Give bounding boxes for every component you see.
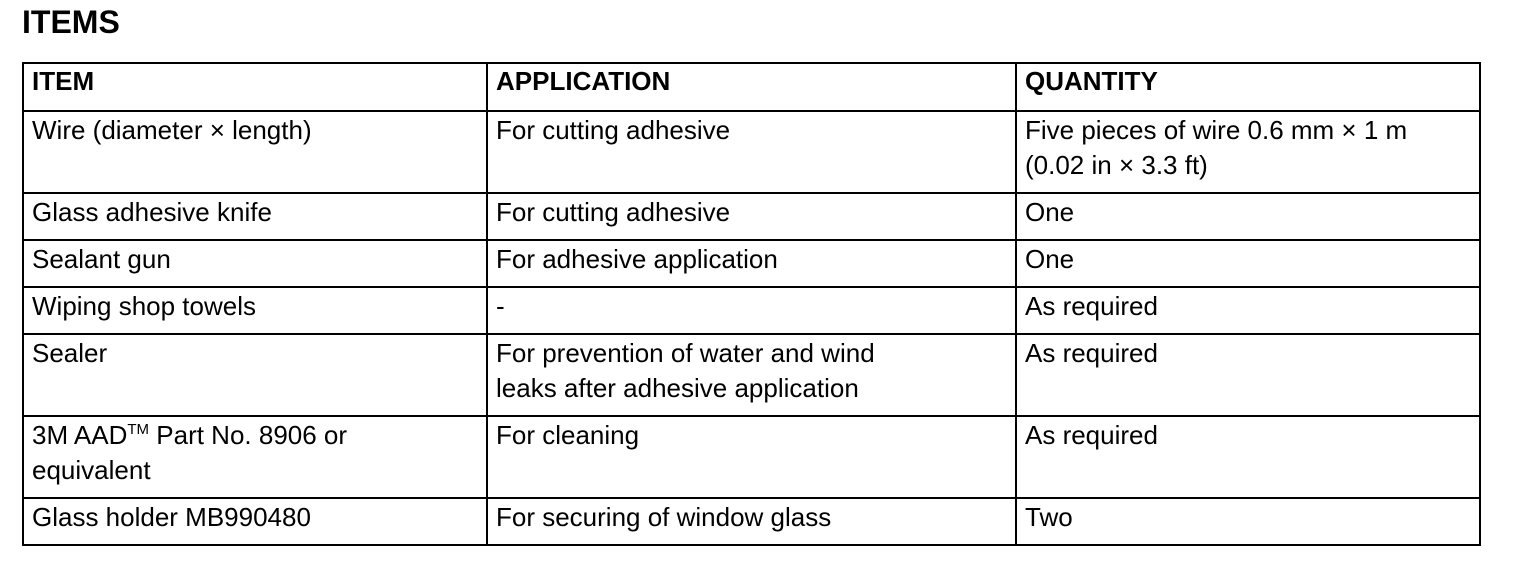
application-cell: For securing of window glass	[487, 498, 1016, 545]
item-cell: Sealer	[23, 334, 487, 416]
column-header-quantity: QUANTITY	[1016, 63, 1480, 111]
quantity-cell: As required	[1016, 334, 1480, 416]
item-cell: Wire (diameter × length)	[23, 111, 487, 193]
table-row	[23, 334, 1480, 416]
page-title: ITEMS	[22, 4, 120, 40]
application-cell: For cleaning	[487, 416, 1016, 498]
trademark-symbol: TM	[127, 421, 150, 438]
column-header-application: APPLICATION	[487, 63, 1016, 111]
item-name-prefix: 3M AAD	[32, 420, 128, 450]
item-cell: Sealant gun	[23, 240, 487, 287]
quantity-cell: As required	[1016, 287, 1480, 334]
table-row	[23, 498, 1480, 545]
table-row	[23, 287, 1480, 334]
application-cell: -	[487, 287, 1016, 334]
quantity-cell: One	[1016, 193, 1480, 240]
quantity-cell: Two	[1016, 498, 1480, 545]
quantity-cell: As required	[1016, 416, 1480, 498]
table-row	[23, 416, 1480, 498]
quantity-cell: Five pieces of wire 0.6 mm × 1 m (0.02 in × 3.3 ft)	[1016, 111, 1480, 193]
item-cell	[23, 416, 487, 498]
table-row	[23, 193, 1480, 240]
application-cell: For prevention of water and wind leaks after adhesive application	[487, 334, 1016, 416]
column-header-item: ITEM	[23, 63, 487, 111]
item-name-suffix: Part No. 8906 or equivalent	[32, 420, 348, 485]
application-cell: For adhesive application	[487, 240, 1016, 287]
table-row	[23, 240, 1480, 287]
items-table	[22, 62, 1481, 546]
table-header-row	[23, 63, 1480, 111]
item-cell: Glass adhesive knife	[23, 193, 487, 240]
application-cell: For cutting adhesive	[487, 111, 1016, 193]
table-row	[23, 111, 1480, 193]
application-cell: For cutting adhesive	[487, 193, 1016, 240]
quantity-cell: One	[1016, 240, 1480, 287]
item-cell: Wiping shop towels	[23, 287, 487, 334]
item-cell: Glass holder MB990480	[23, 498, 487, 545]
